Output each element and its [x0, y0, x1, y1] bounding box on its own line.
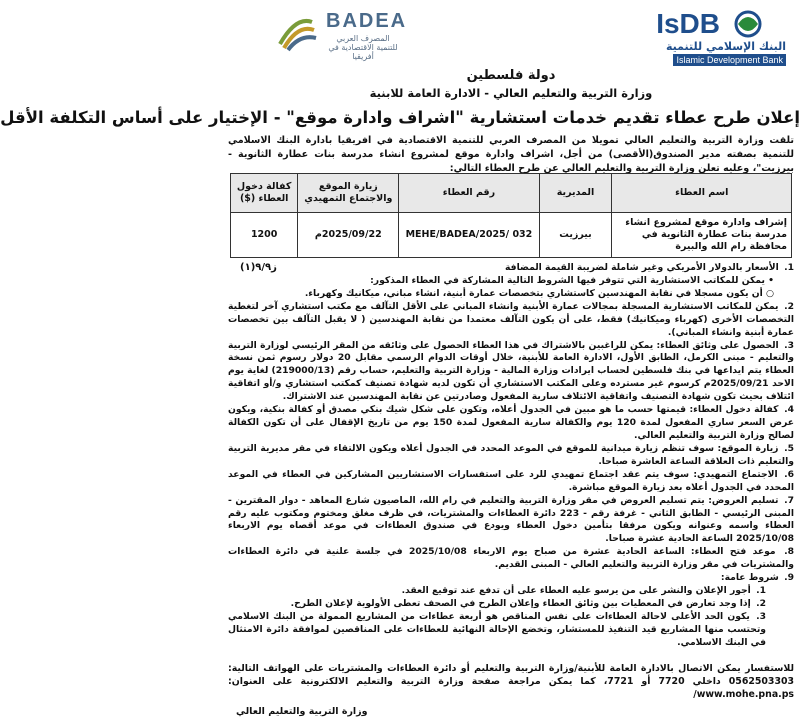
list-item: 2. يمكن للمكاتب الاستشارية المسجلة بمجالات عمارة الأبنية وانشاء المباني على الأقل التآلف مع مكتب استشاري آخر لتغطية التخصصات الأخرى (كهرباء وميكانيك) فقط، على أن يكون التآلف معتمدا من نقابة المهندسين ( لا يقبل التآلف بين تخصصات عمارة أبنية وانشاء المباني). — [228, 300, 794, 338]
ministry-heading: وزارة التربية والتعليم العالي - الادارة العامة للابنية — [369, 86, 653, 100]
isdb-emblem-icon — [728, 10, 768, 38]
list-item: 1. الأسعار بالدولار الأمريكي وغير شاملة لضريبة القيمة المضافة — [504, 262, 794, 273]
cell-tender-number: MEHE/BADEA/2025/ 032 — [399, 213, 539, 258]
cell-bid-bond: 1200 — [231, 213, 298, 258]
table-header-row — [231, 174, 792, 213]
isdb-logo — [620, 6, 790, 68]
list-item: 5. زيارة الموقع: سوف تنظم زيارة ميدانية للموقع في الموعد المحدد في الجدول أعلاه ويكون الالتقاء في مقر مديرية التربية والتعليم ذات العلاقة الساعة العاشرة صباحا. — [228, 442, 794, 467]
cell-site-visit: 2025/09/22م — [298, 213, 399, 258]
list-item: 3. يكون الحد الأعلى لاحالة العطاءات على نفس المناقص هو أربعة عطاءات من المشاريع الممولة من البنك الاسلامي وتحتسب منها المشاريع قيد التنفيذ للمستشار، وتخضع الإحالة النهائية للعطاءات على المناقصين لموافقة دائرة الامتثال في البنك الاسلامي. — [228, 610, 767, 648]
list-item: 9. شروط عامة: — [720, 572, 794, 584]
contact-footer: للاستفسار يمكن الاتصال بالادارة العامة للأبنية/وزارة التربية والتعليم أو دائرة العطاءات والمشتريات على الهواتف التالية: 0562503303 داخلي 7720 أو 7721، كما يمكن مراجعة صفحة وزارة التربية والتعليم الالكترونية على العنوان: www.mohe.pna.ps/ — [228, 663, 795, 701]
tender-table — [230, 173, 792, 258]
conditions-list — [228, 262, 794, 650]
list-item: 7. تسليم العروض: يتم تسليم العروض في مقر وزارة التربية والتعليم في رام الله، الماصيون شارع المعاهد - دوار المقترين - المبنى الرئيسي - الطابق الثاني - غرفة رقم - 223 دائرة العطاءات والمشتريات، في ظرف مغلق ومختوم ومكتوب عليه رقم العطاء واسمه وعنوانه ويكون مرفقا بتأمين دخول العطاء ويودع في صندوق العطاءات في موعد أقصاه يوم الاربعاء 2025/10/08 الساعة الحادية عشرة صباحا. — [228, 494, 794, 545]
handwritten-ref: ز٩/٩(١) — [240, 262, 277, 273]
list-item: 1. أجور الإعلان والنشر على من يرسو عليه العطاء على أن تدفع عند توقيع العقد. — [401, 585, 766, 597]
list-item: ○ أن يكون مسجلا في نقابة المهندسين كاستشاري بتخصصات عمارة أبنية، انشاء مباني، ميكانيك وكهرباء. — [304, 287, 774, 299]
list-item: 2. إذا وجد تعارض في المعطيات بين وثائق العطاء وإعلان الطرح في الصحف تعطى الأولوية لإعلان الطرح. — [290, 597, 766, 609]
col-directorate: المديرية — [539, 174, 612, 213]
list-item: 3. الحصول على وثائق العطاء: يمكن للراغبين بالاشتراك في هذا العطاء الحصول على وثائقه من المقر الرئيسي لوزارة التربية والتعليم - مبنى الكرمل، الطابق الأول، الادارة العامة للأبنية، خلال أوقات الدوام الرسمي مقابل 20 دولار رسوم ثمن نسخة العطاء يتم ايداعها في بنك فلسطين لحساب ايرادات وزارة المالية - وزارة التربية والتعليم، حساب رقم (219000/13) لغاية يوم الاحد 2025/09/21م كرسوم غير مسترده وعلى المكتب الاستشاري أن تكون لديه شهادة تصنيف كمكتب استشاري و/أو اتفاقية ائتلاف بحيث تكون شهادة التصنيف واتفاقية الائتلاف سارية المفعول وصادرتين عن نقابة المهندسين عند الاشتراك. — [228, 339, 795, 403]
country-heading: دولة فلسطين — [466, 68, 556, 83]
isdb-name: IsDB — [656, 8, 720, 39]
table-row — [231, 213, 792, 258]
badea-emblem-icon — [274, 12, 318, 52]
badea-logo — [274, 6, 434, 64]
badea-arabic-name: المصرف العربي للتنمية الاقتصادية في أفريقيا — [328, 34, 398, 61]
announcement-title: إعلان طرح عطاء تقديم خدمات استشارية "اشراف وادارة موقع" - الإختيار على أساس التكلفة الأقل — [0, 108, 800, 127]
intro-paragraph: تلقت وزارة التربية والتعليم العالي تمويلا من المصرف العربي للتنمية الاقتصادية في افريقيا بادارة البنك الاسلامي للتنمية بصفته مدير الصندوق(الأقصى) من أجل، اشراف وادارة موقع لمشروع انشاء مدرسة بنات عطارة الثانوية - بيرزيت"، وعليه تعلن وزارة التربية والتعليم العالي عن طرح العطاء التالي: — [228, 135, 794, 174]
col-tender-number: رقم العطاء — [399, 174, 539, 213]
isdb-arabic-name: البنك الإسلامي للتنمية — [666, 40, 786, 53]
badea-name: BADEA — [326, 10, 408, 32]
list-item: 8. موعد فتح العطاء: الساعة الحادية عشرة من صباح يوم الاربعاء 2025/10/08 في جلسة علنية في دائرة العطاءات والمشتريات في مقر وزارة التربية والتعليم العالي - المبنى القديم. — [228, 546, 794, 571]
list-item: • يمكن للمكاتب الاستشارية التي تتوفر فيها الشروط التالية المشاركة في العطاء المذكور: — [370, 274, 774, 286]
list-item: 4. كفالة دخول العطاء: قيمتها حسب ما هو مبين في الجدول أعلاه، وتكون على شكل شيك بنكي مصدق أو كفالة بنكية، ويكون عرض السعر ساري المفعول لمدة 120 يوم والكفالة سارية المفعول لمدة 150 يوم من تاريخ الإقفال على أن تكون الكفالة لصالح وزارة التربية والتعليم العالي. — [228, 404, 795, 441]
list-item: 6. الاجتماع التمهيدي: سوف يتم عقد اجتماع تمهيدي للرد على استفسارات الاستشاريين المشاركين في العطاء في الموعد المحدد في الجدول أعلاه بعد زيارة الموقع مباشرة. — [228, 468, 794, 493]
isdb-english-name: Islamic Development Bank — [673, 54, 786, 66]
cell-directorate: بيرزيت — [539, 213, 612, 258]
cell-tender-name: إشراف وادارة موقع لمشروع انشاء مدرسة بنات عطارة الثانوية في محافظة رام الله والبيرة — [612, 213, 792, 258]
col-site-visit: زيارة الموقع والاجتماع التمهيدي — [298, 174, 399, 213]
col-bid-bond: كفالة دخول العطاء ($) — [231, 174, 298, 213]
ministry-signature: وزارة التربية والتعليم العالي — [236, 706, 368, 717]
col-tender-name: اسم العطاء — [612, 174, 792, 213]
